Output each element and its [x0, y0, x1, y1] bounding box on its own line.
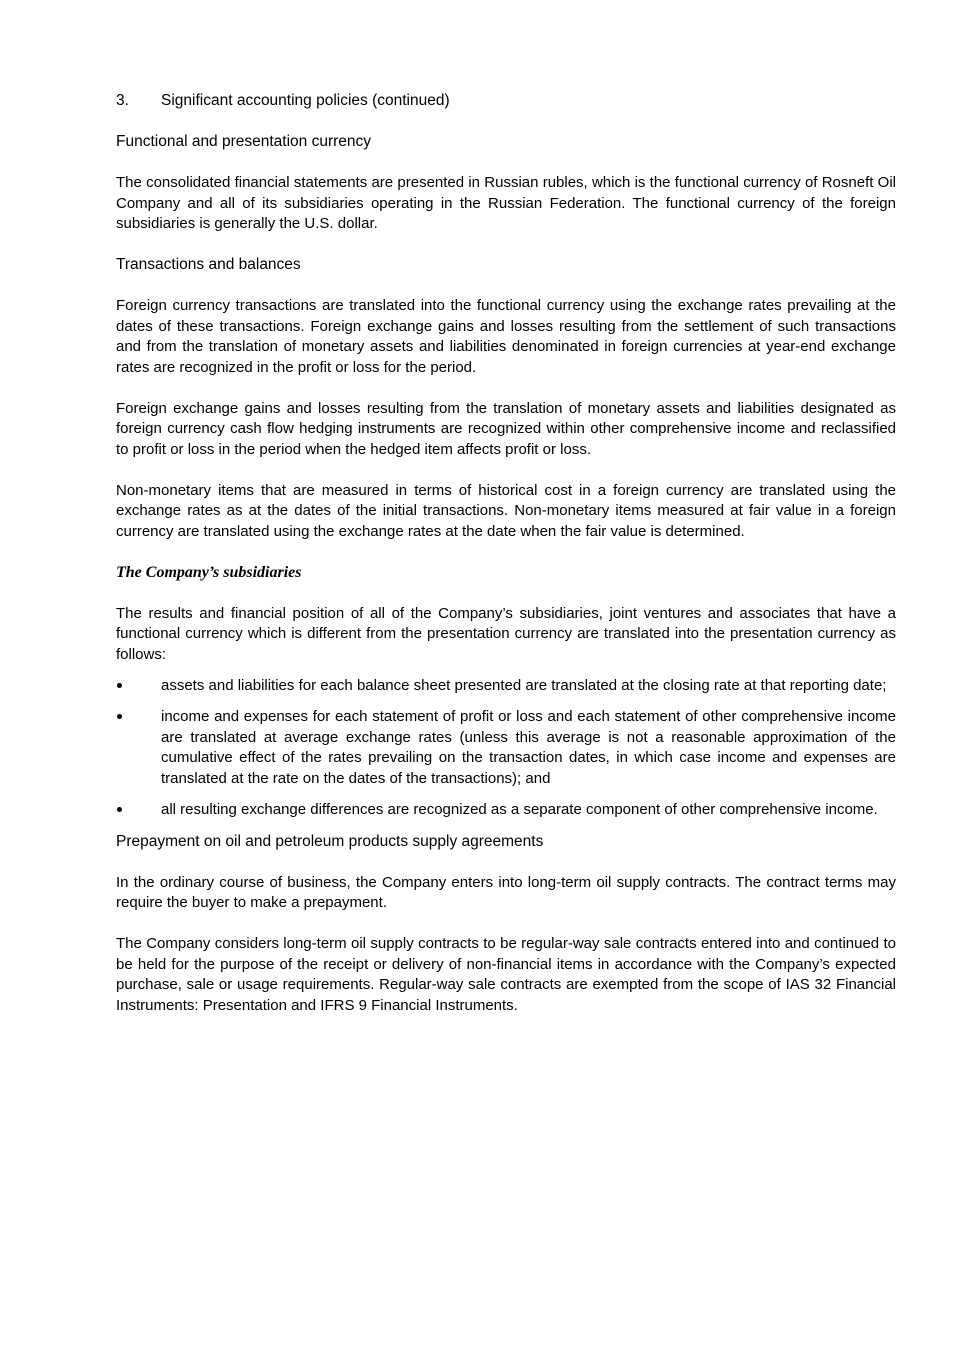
list-item [116, 800, 896, 821]
functional-currency-paragraph: The consolidated financial statements are presented in Russian rubles, which is the functional currency of Rosneft Oil Company and all of its subsidiaries operating in the Russian Federation. The functional currency of the foreign subsidiaries is generally the U.S. dollar. [116, 174, 896, 232]
section-heading [116, 91, 896, 111]
prepayment-paragraph-2: The Company considers long-term oil supply contracts to be regular-way sale contracts entered into and continued to be held for the purpose of the receipt or delivery of non-financial items in accordance with the Company’s expected purchase, sale or usage requirements. Regular-way sale contracts are exempted from the scope of IAS 32 Financial Instruments: Presentation and IFRS 9 Financial Instruments. [116, 935, 896, 1014]
subsidiaries-intro: The results and financial position of all of the Company’s subsidiaries, joint ventures and associates that have a functional currency which is different from the presentation currency are translated into the presentation currency as follows: [116, 604, 896, 663]
bullet-text: income and expenses for each statement of profit or loss and each statement of other comprehensive income are translated at average exchange rates (unless this average is not a reasonable approximation of the cumulative effect of the rates prevailing on the transaction dates, in which case income and expenses are translated at the rate on the dates of the transactions); and [161, 708, 896, 787]
transactions-heading: Transactions and balances [116, 256, 301, 273]
list-item [116, 707, 896, 789]
transactions-paragraph-2: Foreign exchange gains and losses resulting from the translation of monetary assets and liabilities designated as foreign currency cash flow hedging instruments are recognized within other comprehensive income and reclassified to profit or loss in the period when the hedged item affects profit or loss. [116, 399, 896, 458]
section-title: Significant accounting policies (continued) [161, 92, 450, 109]
functional-currency-heading: Functional and presentation currency [116, 133, 372, 150]
transactions-paragraph-1: Foreign currency transactions are translated into the functional currency using the exchange rates prevailing at the dates of these transactions. Foreign exchange gains and losses resulting from the settlement of such transactions and from the translation of monetary assets and liabilities denominated in foreign currencies at year-end exchange rates are recognized in the profit or loss for the period. [116, 297, 896, 376]
document-page [116, 91, 896, 1037]
bullet-text: assets and liabilities for each balance sheet presented are translated at the closing rate at that reporting date; [161, 676, 887, 694]
prepayment-heading: Prepayment on oil and petroleum products supply agreements [116, 832, 544, 850]
section-number: 3. [116, 92, 129, 109]
subsidiaries-bullet-list [116, 676, 896, 821]
bullet-text: all resulting exchange differences are recognized as a separate component of other comprehensive income. [161, 801, 878, 818]
prepayment-paragraph-1: In the ordinary course of business, the Company enters into long-term oil supply contracts. The contract terms may require the buyer to make a prepayment. [116, 873, 896, 911]
list-item [116, 676, 896, 697]
subsidiaries-heading: The Company’s subsidiaries [116, 563, 302, 581]
transactions-paragraph-3: Non-monetary items that are measured in terms of historical cost in a foreign currency are translated using the exchange rates as at the dates of the initial transactions. Non-monetary items measured at fair value in a foreign currency are translated using the exchange rates at the date when the fair value is determined. [116, 481, 896, 540]
